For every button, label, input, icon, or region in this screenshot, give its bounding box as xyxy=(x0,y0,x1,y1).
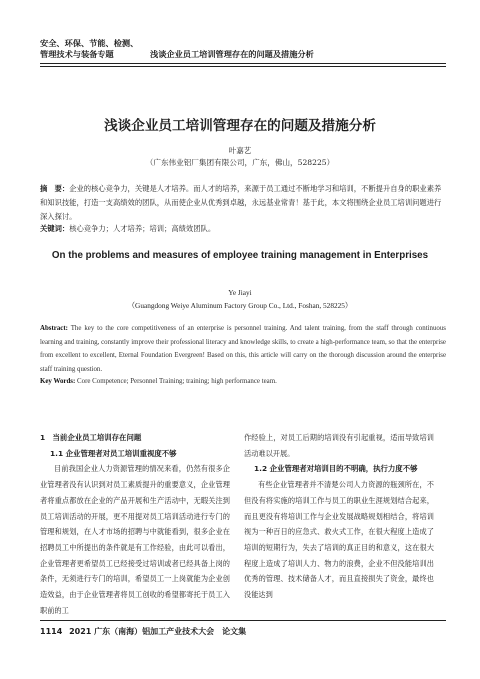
author-cn: 叶嘉艺 xyxy=(228,146,252,155)
article-title-en: On the problems and measures of employee training management in Enterprises xyxy=(51,250,429,261)
keywords-text-cn: 核心竞争力；人才培养；培训；高绩效团队。 xyxy=(69,224,216,233)
keywords-cn xyxy=(40,224,446,234)
body-column-right xyxy=(244,430,434,603)
keywords-label-en: Key Words: xyxy=(40,378,76,385)
subsection-heading-1-2: 1.2 企业管理者对培训目的不明确，执行力度不够 xyxy=(254,464,418,474)
abstract-label-en: Abstract: xyxy=(40,325,68,332)
affiliation-cn: （广东伟业铝厂集团有限公司，广东，佛山，528225） xyxy=(145,158,335,167)
abstract-en xyxy=(40,322,446,376)
body-paragraph-1: 目前我国企业人力资源管理的情况来看，仍然有很多企业管理者没有认识到对员工素质提升的重要意义，企业管理者将重点都放在企业的产品开展和生产活动中，无暇关注到员工培训活动的开展，更不用提对员工培训活动进行专门的管理和规划，在人才市场的招聘与中就能看到，很多企业在招聘员工中所提出的条件就是有工作经验，由此可以看出，企业管理者更希望员工已经接受过培训或者已经具备上岗的条件，无须进行专门的培训，希望员工一上岗就能为企业创造效益，由于企业管理者将员工创收的希望都寄托于员工入职前的工 xyxy=(40,464,230,615)
page-footer xyxy=(40,626,250,637)
running-title: 浅谈企业员工培训管理存在的问题及措施分析 xyxy=(150,49,314,59)
abstract-text-cn: 企业的核心竞争力，关键是人才培养。而人才的培养，来源于员工通过不断地学习和培训，不断提升自身的职业素养和知识技能，打造一支高绩效的团队，从而使企业从优秀到卓越，永远基业常青！基于此，本文将围绕企业员工培训问题进行深入探讨。 xyxy=(40,184,442,221)
section-heading-1: 1 当前企业员工培训存在问题 xyxy=(40,433,142,442)
abstract-cn xyxy=(40,182,446,224)
keywords-en xyxy=(40,378,446,385)
body-paragraph-2: 有些企业管理者并不清楚公司人力资源的瓶颈所在，不但没有将实施的培训工作与员工的职业生涯规划结合起来，而且更没有将培训工作与企业发展战略规划相结合，将培训视为一种百日的应急式、救火式工作，在很大程度上造成了培训的短期行为，失去了培训的真正目的和意义，这在很大程度上造成了培训人力、物力的浪费，企业不但没能培训出优秀的管理、技术储备人才，而且直接损失了资金，最终也没能达到 xyxy=(244,480,434,600)
header-rule xyxy=(40,63,446,64)
journal-section-label xyxy=(40,38,138,60)
article-title-cn: 浅谈企业员工培训管理存在的问题及措施分析 xyxy=(104,118,376,134)
journal-line-2: 管理技术与装备专题 xyxy=(40,49,114,59)
body-paragraph-1-continued: 作经验上，对员工后期的培训没有引起重视，适而导致培训活动难以开展。 xyxy=(244,433,434,458)
keywords-text-en: Core Competence; Personnel Training; training; high performance team. xyxy=(77,378,277,385)
journal-line-1: 安全、环保、节能、检测、 xyxy=(40,38,139,48)
page-number: 1114 xyxy=(40,627,63,636)
keywords-label-cn: 关键词： xyxy=(40,224,70,233)
abstract-label-cn: 摘 要： xyxy=(40,184,70,193)
conference-title: 2021 广东（南海）铝加工产业技术大会 论文集 xyxy=(69,627,247,636)
header-rule-thin xyxy=(40,66,446,67)
author-en: Ye Jiayi xyxy=(228,288,252,297)
subsection-heading-1-1: 1.1 企业管理者对员工培训重视度不够 xyxy=(50,448,177,458)
affiliation-en: （Guangdong Weiye Aluminum Factory Group Co., Ltd., Foshan, 528225） xyxy=(127,301,353,310)
abstract-text-en: The key to the core competitiveness of an enterprise is personnel training. And talent training, from the staff through continuous learning and training, constantly improve their professional literacy and knowledge skills, to create a high-performance team, so that the enterprise from excellent to excellent, Eternal Foundation Evergreen! Based on this, this article will carry on the thorough discussion around the enterprise staff training question. xyxy=(40,325,446,373)
footer-rule xyxy=(40,620,446,621)
body-column-left xyxy=(40,430,230,618)
